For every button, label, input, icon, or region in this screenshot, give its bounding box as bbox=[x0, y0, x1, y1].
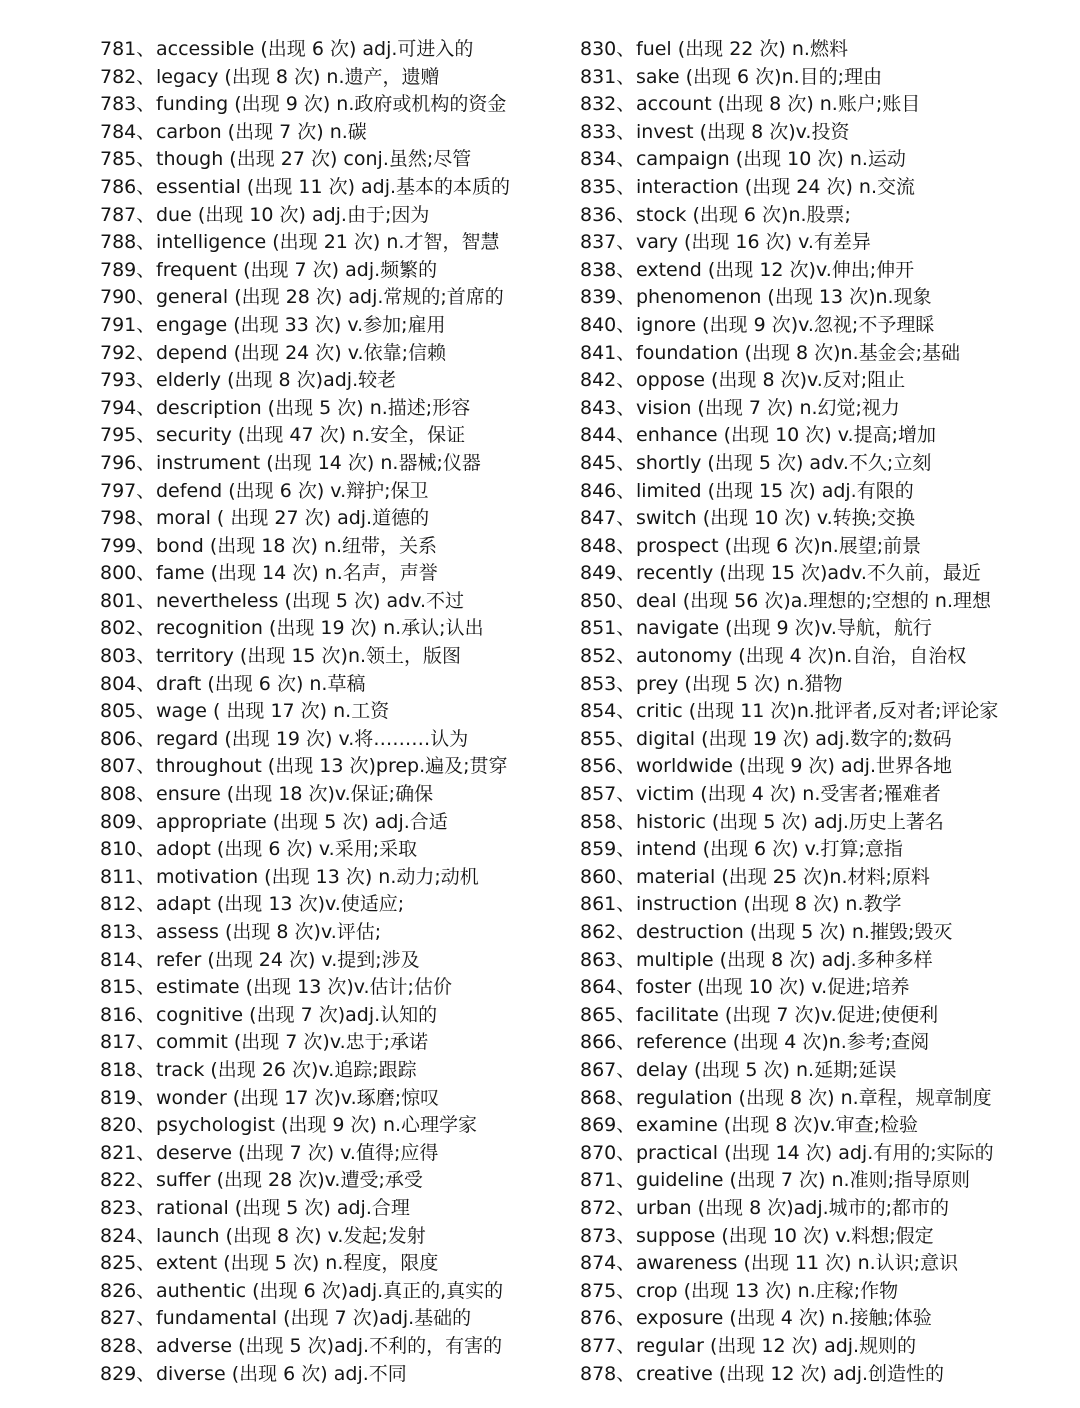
vocab-entry bbox=[580, 615, 1060, 643]
vocab-entry bbox=[580, 174, 1060, 202]
vocab-entry bbox=[580, 643, 1060, 671]
vocab-entry bbox=[100, 1112, 570, 1140]
vocab-entry bbox=[100, 533, 570, 561]
entry-text: intelligence (出现 21 次) n.才智，智慧 bbox=[156, 231, 500, 254]
vocab-entry bbox=[100, 1278, 570, 1306]
entry-text: prospect (出现 6 次)n.展望;前景 bbox=[636, 534, 922, 557]
entry-text: adopt (出现 6 次) v.采用;采取 bbox=[156, 838, 418, 861]
vocab-entry bbox=[580, 1223, 1060, 1251]
entry-number: 857、 bbox=[580, 783, 636, 806]
entry-number: 820、 bbox=[100, 1114, 156, 1137]
entry-text: worldwide (出现 9 次) adj.世界各地 bbox=[636, 755, 952, 778]
entry-number: 793、 bbox=[100, 369, 156, 392]
vocab-entry bbox=[100, 919, 570, 947]
entry-number: 803、 bbox=[100, 645, 156, 668]
vocab-entry bbox=[580, 726, 1060, 754]
entry-text: extent (出现 5 次) n.程度，限度 bbox=[156, 1252, 439, 1275]
vocab-entry bbox=[580, 588, 1060, 616]
entry-number: 869、 bbox=[580, 1114, 636, 1137]
entry-text: reference (出现 4 次)n.参考;查阅 bbox=[636, 1031, 930, 1054]
entry-text: fuel (出现 22 次) n.燃料 bbox=[636, 38, 848, 60]
entry-text: suppose (出现 10 次) v.料想;假定 bbox=[636, 1224, 934, 1247]
entry-text: security (出现 47 次) n.安全，保证 bbox=[156, 424, 466, 447]
entry-text: regard (出现 19 次) v.将………认为 bbox=[156, 727, 469, 750]
entry-number: 821、 bbox=[100, 1141, 156, 1164]
entry-number: 832、 bbox=[580, 93, 636, 116]
entry-number: 828、 bbox=[100, 1334, 156, 1357]
vocab-entry bbox=[580, 1195, 1060, 1223]
entry-text: campaign (出现 10 次) n.运动 bbox=[636, 148, 906, 171]
vocab-entry bbox=[100, 119, 570, 147]
entry-text: navigate (出现 9 次)v.导航，航行 bbox=[636, 617, 932, 640]
vocab-entry bbox=[100, 809, 570, 837]
vocab-entry bbox=[100, 91, 570, 119]
vocab-entry bbox=[580, 284, 1060, 312]
entry-text: deal (出现 56 次)a.理想的;空想的 n.理想 bbox=[636, 589, 991, 612]
entry-number: 819、 bbox=[100, 1086, 156, 1109]
entry-text: phenomenon (出现 13 次)n.现象 bbox=[636, 286, 932, 309]
entry-number: 838、 bbox=[580, 258, 636, 281]
vocab-entry bbox=[100, 229, 570, 257]
entry-number: 874、 bbox=[580, 1252, 636, 1275]
vocab-entry bbox=[100, 974, 570, 1002]
entry-text: material (出现 25 次)n.材料;原料 bbox=[636, 865, 930, 888]
vocab-entry bbox=[100, 367, 570, 395]
entry-number: 781、 bbox=[100, 38, 156, 60]
vocab-entry bbox=[580, 1002, 1060, 1030]
entry-number: 836、 bbox=[580, 203, 636, 226]
entry-text: description (出现 5 次) n.描述;形容 bbox=[156, 396, 471, 419]
vocab-entry bbox=[100, 671, 570, 699]
entry-number: 831、 bbox=[580, 65, 636, 88]
vocab-entry bbox=[580, 947, 1060, 975]
entry-number: 813、 bbox=[100, 921, 156, 943]
entry-text: due (出现 10 次) adj.由于;因为 bbox=[156, 203, 430, 226]
vocab-entry bbox=[100, 146, 570, 174]
vocab-entry bbox=[100, 174, 570, 202]
vocab-entry bbox=[100, 836, 570, 864]
entry-text: stock (出现 6 次)n.股票; bbox=[636, 203, 851, 226]
entry-number: 782、 bbox=[100, 65, 156, 88]
entry-text: cognitive (出现 7 次)adj.认知的 bbox=[156, 1003, 438, 1026]
entry-number: 829、 bbox=[100, 1362, 156, 1385]
entry-number: 849、 bbox=[580, 562, 636, 585]
vocab-entry bbox=[100, 478, 570, 506]
entry-text: ignore (出现 9 次)v.忽视;不予理睬 bbox=[636, 313, 935, 336]
entry-text: motivation (出现 13 次) n.动力;动机 bbox=[156, 865, 479, 888]
entry-number: 811、 bbox=[100, 865, 156, 888]
entry-text: rational (出现 5 次) adj.合理 bbox=[156, 1196, 410, 1219]
entry-text: launch (出现 8 次) v.发起;发射 bbox=[156, 1224, 426, 1247]
vocab-entry bbox=[100, 753, 570, 781]
entry-number: 810、 bbox=[100, 838, 156, 861]
vocab-entry bbox=[580, 1057, 1060, 1085]
vocab-entry bbox=[580, 312, 1060, 340]
entry-number: 861、 bbox=[580, 893, 636, 916]
vocab-entry bbox=[100, 1223, 570, 1251]
vocab-entry bbox=[580, 478, 1060, 506]
entry-text: throughout (出现 13 次)prep.遍及;贯穿 bbox=[156, 755, 508, 778]
entry-text: examine (出现 8 次)v.审查;检验 bbox=[636, 1114, 919, 1137]
entry-number: 825、 bbox=[100, 1252, 156, 1275]
vocab-entry bbox=[580, 1278, 1060, 1306]
vocab-entry bbox=[100, 422, 570, 450]
vocab-entry bbox=[580, 919, 1060, 947]
entry-number: 834、 bbox=[580, 148, 636, 171]
entry-text: adverse (出现 5 次)adj.不利的，有害的 bbox=[156, 1334, 503, 1357]
entry-text: foster (出现 10 次) v.促进;培养 bbox=[636, 976, 910, 999]
vocab-entry bbox=[580, 119, 1060, 147]
entry-number: 848、 bbox=[580, 534, 636, 557]
entry-number: 847、 bbox=[580, 507, 636, 530]
entry-number: 789、 bbox=[100, 258, 156, 281]
entry-text: exposure (出现 4 次) n.接触;体验 bbox=[636, 1307, 932, 1330]
vocab-entry bbox=[580, 836, 1060, 864]
entry-text: victim (出现 4 次) n.受害者;罹难者 bbox=[636, 783, 941, 806]
entry-number: 795、 bbox=[100, 424, 156, 447]
entry-number: 873、 bbox=[580, 1224, 636, 1247]
entry-text: vision (出现 7 次) n.幻觉;视力 bbox=[636, 396, 900, 419]
entry-number: 871、 bbox=[580, 1169, 636, 1192]
vocab-entry bbox=[580, 146, 1060, 174]
vocab-entry bbox=[580, 1333, 1060, 1361]
entry-text: vary (出现 16 次) v.有差异 bbox=[636, 231, 871, 254]
entry-number: 866、 bbox=[580, 1031, 636, 1054]
entry-text: recently (出现 15 次)adv.不久前，最近 bbox=[636, 562, 981, 585]
vocab-entry bbox=[580, 1085, 1060, 1113]
entry-number: 792、 bbox=[100, 341, 156, 364]
entry-text: fame (出现 14 次) n.名声，声誉 bbox=[156, 562, 438, 585]
entry-text: accessible (出现 6 次) adj.可进入的 bbox=[156, 38, 474, 60]
entry-number: 794、 bbox=[100, 396, 156, 419]
entry-text: psychologist (出现 9 次) n.心理学家 bbox=[156, 1114, 478, 1137]
vocab-entry bbox=[100, 698, 570, 726]
entry-text: prey (出现 5 次) n.猎物 bbox=[636, 672, 843, 695]
entry-text: digital (出现 19 次) adj.数字的;数码 bbox=[636, 727, 952, 750]
entry-number: 806、 bbox=[100, 727, 156, 750]
vocab-entry bbox=[580, 1305, 1060, 1333]
entry-number: 790、 bbox=[100, 286, 156, 309]
entry-number: 853、 bbox=[580, 672, 636, 695]
vocab-entry bbox=[580, 698, 1060, 726]
vocab-entry bbox=[100, 615, 570, 643]
entry-number: 856、 bbox=[580, 755, 636, 778]
entry-number: 784、 bbox=[100, 120, 156, 143]
entry-number: 823、 bbox=[100, 1196, 156, 1219]
entry-text: regular (出现 12 次) adj.规则的 bbox=[636, 1334, 917, 1357]
entry-number: 878、 bbox=[580, 1362, 636, 1385]
entry-text: ensure (出现 18 次)v.保证;确保 bbox=[156, 783, 434, 806]
vocab-entry bbox=[100, 1057, 570, 1085]
entry-text: critic (出现 11 次)n.批评者,反对者;评论家 bbox=[636, 700, 999, 723]
entry-number: 868、 bbox=[580, 1086, 636, 1109]
vocab-entry bbox=[580, 1112, 1060, 1140]
entry-text: draft (出现 6 次) n.草稿 bbox=[156, 672, 366, 695]
entry-number: 791、 bbox=[100, 313, 156, 336]
entry-text: oppose (出现 8 次)v.反对;阻止 bbox=[636, 369, 906, 392]
vocab-entry bbox=[580, 450, 1060, 478]
entry-text: funding (出现 9 次) n.政府或机构的资金 bbox=[156, 93, 507, 116]
entry-number: 800、 bbox=[100, 562, 156, 585]
vocab-entry bbox=[580, 340, 1060, 368]
entry-text: legacy (出现 8 次) n.遗产，遗赠 bbox=[156, 65, 440, 88]
entry-text: recognition (出现 19 次) n.承认;认出 bbox=[156, 617, 484, 640]
entry-text: fundamental (出现 7 次)adj.基础的 bbox=[156, 1307, 472, 1330]
entry-number: 862、 bbox=[580, 921, 636, 943]
entry-number: 859、 bbox=[580, 838, 636, 861]
vocab-entry bbox=[580, 422, 1060, 450]
entry-text: wonder (出现 17 次)v.琢磨;惊叹 bbox=[156, 1086, 440, 1109]
entry-text: urban (出现 8 次)adj.城市的;都市的 bbox=[636, 1196, 950, 1219]
entry-text: enhance (出现 10 次) v.提高;增加 bbox=[636, 424, 936, 447]
vocab-entry bbox=[580, 671, 1060, 699]
entry-number: 870、 bbox=[580, 1141, 636, 1164]
entry-text: track (出现 26 次)v.追踪;跟踪 bbox=[156, 1058, 417, 1081]
entry-text: historic (出现 5 次) adj.历史上著名 bbox=[636, 810, 944, 833]
entry-number: 876、 bbox=[580, 1307, 636, 1330]
vocab-entry bbox=[100, 781, 570, 809]
vocab-entry bbox=[580, 974, 1060, 1002]
entry-number: 807、 bbox=[100, 755, 156, 778]
entry-text: carbon (出现 7 次) n.碳 bbox=[156, 120, 367, 143]
entry-text: though (出现 27 次) conj.虽然;尽管 bbox=[156, 148, 472, 171]
vocab-entry bbox=[580, 36, 1060, 64]
entry-number: 839、 bbox=[580, 286, 636, 309]
vocab-entry bbox=[100, 257, 570, 285]
entry-number: 816、 bbox=[100, 1003, 156, 1026]
entry-text: awareness (出现 11 次) n.认识;意识 bbox=[636, 1252, 959, 1275]
vocab-entry bbox=[100, 588, 570, 616]
entry-text: practical (出现 14 次) adj.有用的;实际的 bbox=[636, 1141, 994, 1164]
vocab-entry bbox=[100, 340, 570, 368]
entry-text: appropriate (出现 5 次) adj.合适 bbox=[156, 810, 448, 833]
vocab-entry bbox=[100, 202, 570, 230]
entry-number: 837、 bbox=[580, 231, 636, 254]
entry-number: 845、 bbox=[580, 451, 636, 474]
vocab-entry bbox=[100, 864, 570, 892]
entry-number: 785、 bbox=[100, 148, 156, 171]
entry-text: interaction (出现 24 次) n.交流 bbox=[636, 175, 915, 198]
vocab-entry bbox=[100, 1140, 570, 1168]
entry-text: guideline (出现 7 次) n.准则;指导原则 bbox=[636, 1169, 970, 1192]
entry-number: 812、 bbox=[100, 893, 156, 916]
entry-number: 864、 bbox=[580, 976, 636, 999]
entry-text: delay (出现 5 次) n.延期;延误 bbox=[636, 1058, 897, 1081]
vocab-entry bbox=[100, 1167, 570, 1195]
vocab-entry bbox=[580, 367, 1060, 395]
vocab-entry bbox=[100, 947, 570, 975]
vocab-entry bbox=[580, 1250, 1060, 1278]
entry-number: 824、 bbox=[100, 1224, 156, 1247]
vocab-entry bbox=[580, 91, 1060, 119]
entry-text: instrument (出现 14 次) n.器械;仪器 bbox=[156, 451, 481, 474]
entry-number: 860、 bbox=[580, 865, 636, 888]
entry-number: 827、 bbox=[100, 1307, 156, 1330]
vocab-entry bbox=[580, 533, 1060, 561]
vocab-entry bbox=[580, 1361, 1060, 1389]
entry-number: 801、 bbox=[100, 589, 156, 612]
vocab-entry bbox=[580, 229, 1060, 257]
entry-number: 799、 bbox=[100, 534, 156, 557]
entry-text: elderly (出现 8 次)adj.较老 bbox=[156, 369, 397, 392]
entry-number: 846、 bbox=[580, 479, 636, 502]
entry-number: 867、 bbox=[580, 1058, 636, 1081]
entry-text: wage ( 出现 17 次) n.工资 bbox=[156, 700, 390, 723]
vocab-entry bbox=[580, 781, 1060, 809]
entry-text: creative (出现 12 次) adj.创造性的 bbox=[636, 1362, 945, 1385]
entry-text: crop (出现 13 次) n.庄稼;作物 bbox=[636, 1279, 899, 1302]
entry-text: frequent (出现 7 次) adj.频繁的 bbox=[156, 258, 438, 281]
entry-text: moral ( 出现 27 次) adj.道德的 bbox=[156, 507, 430, 530]
entry-text: deserve (出现 7 次) v.值得;应得 bbox=[156, 1141, 439, 1164]
entry-number: 851、 bbox=[580, 617, 636, 640]
vocab-entry bbox=[100, 1002, 570, 1030]
vocab-entry bbox=[580, 202, 1060, 230]
vocab-entry bbox=[100, 1029, 570, 1057]
vocab-entry bbox=[100, 1305, 570, 1333]
vocab-entry bbox=[100, 1250, 570, 1278]
entry-number: 843、 bbox=[580, 396, 636, 419]
vocab-entry bbox=[580, 753, 1060, 781]
entry-text: shortly (出现 5 次) adv.不久;立刻 bbox=[636, 451, 932, 474]
entry-text: multiple (出现 8 次) adj.多种多样 bbox=[636, 948, 933, 971]
entry-number: 815、 bbox=[100, 976, 156, 999]
vocab-entry bbox=[580, 257, 1060, 285]
entry-number: 817、 bbox=[100, 1031, 156, 1054]
vocab-entry bbox=[100, 891, 570, 919]
vocab-entry bbox=[100, 450, 570, 478]
entry-number: 802、 bbox=[100, 617, 156, 640]
entry-text: nevertheless (出现 5 次) adv.不过 bbox=[156, 589, 465, 612]
entry-number: 875、 bbox=[580, 1279, 636, 1302]
entry-number: 818、 bbox=[100, 1058, 156, 1081]
entry-number: 798、 bbox=[100, 507, 156, 530]
entry-text: engage (出现 33 次) v.参加;雇用 bbox=[156, 313, 446, 336]
vocab-entry bbox=[100, 643, 570, 671]
vocab-entry bbox=[580, 560, 1060, 588]
vocab-entry bbox=[100, 560, 570, 588]
entry-text: switch (出现 10 次) v.转换;交换 bbox=[636, 507, 916, 530]
entry-number: 844、 bbox=[580, 424, 636, 447]
right-column bbox=[580, 36, 1060, 1388]
vocab-entry bbox=[580, 505, 1060, 533]
entry-number: 852、 bbox=[580, 645, 636, 668]
entry-text: assess (出现 8 次)v.评估; bbox=[156, 921, 382, 943]
entry-number: 850、 bbox=[580, 589, 636, 612]
entry-number: 840、 bbox=[580, 313, 636, 336]
entry-text: commit (出现 7 次)v.忠于;承诺 bbox=[156, 1031, 429, 1054]
vocab-entry bbox=[100, 1195, 570, 1223]
entry-number: 804、 bbox=[100, 672, 156, 695]
entry-text: regulation (出现 8 次) n.章程，规章制度 bbox=[636, 1086, 992, 1109]
entry-text: instruction (出现 8 次) n.教学 bbox=[636, 893, 902, 916]
vocab-entry bbox=[580, 891, 1060, 919]
entry-text: autonomy (出现 4 次)n.自治，自治权 bbox=[636, 645, 967, 668]
vocab-entry bbox=[580, 64, 1060, 92]
vocab-entry bbox=[100, 1361, 570, 1389]
entry-number: 822、 bbox=[100, 1169, 156, 1192]
entry-text: bond (出现 18 次) n.纽带，关系 bbox=[156, 534, 438, 557]
entry-text: extend (出现 12 次)v.伸出;伸开 bbox=[636, 258, 915, 281]
entry-text: limited (出现 15 次) adj.有限的 bbox=[636, 479, 914, 502]
entry-number: 865、 bbox=[580, 1003, 636, 1026]
entry-text: account (出现 8 次) n.账户;账目 bbox=[636, 93, 921, 116]
entry-number: 788、 bbox=[100, 231, 156, 254]
entry-text: territory (出现 15 次)n.领土，版图 bbox=[156, 645, 462, 668]
entry-text: foundation (出现 8 次)n.基金会;基础 bbox=[636, 341, 961, 364]
entry-number: 854、 bbox=[580, 700, 636, 723]
entry-number: 830、 bbox=[580, 38, 636, 60]
entry-text: suffer (出现 28 次)v.遭受;承受 bbox=[156, 1169, 423, 1192]
vocab-entry bbox=[580, 1167, 1060, 1195]
vocab-entry bbox=[100, 726, 570, 754]
entry-text: estimate (出现 13 次)v.估计;估价 bbox=[156, 976, 452, 999]
left-column bbox=[100, 36, 570, 1388]
entry-number: 786、 bbox=[100, 175, 156, 198]
vocab-entry bbox=[100, 312, 570, 340]
entry-number: 797、 bbox=[100, 479, 156, 502]
entry-text: facilitate (出现 7 次)v.促进;使便利 bbox=[636, 1003, 939, 1026]
entry-number: 814、 bbox=[100, 948, 156, 971]
entry-text: authentic (出现 6 次)adj.真正的,真实的 bbox=[156, 1279, 504, 1302]
entry-text: sake (出现 6 次)n.目的;理由 bbox=[636, 65, 883, 88]
vocab-entry bbox=[580, 395, 1060, 423]
entry-number: 805、 bbox=[100, 700, 156, 723]
entry-number: 835、 bbox=[580, 175, 636, 198]
entry-number: 809、 bbox=[100, 810, 156, 833]
vocab-entry bbox=[100, 395, 570, 423]
entry-text: diverse (出现 6 次) adj.不同 bbox=[156, 1362, 407, 1385]
entry-text: essential (出现 11 次) adj.基本的本质的 bbox=[156, 175, 511, 198]
entry-text: destruction (出现 5 次) n.摧毁;毁灭 bbox=[636, 921, 953, 943]
entry-number: 855、 bbox=[580, 727, 636, 750]
vocab-entry bbox=[100, 36, 570, 64]
entry-number: 858、 bbox=[580, 810, 636, 833]
vocab-entry bbox=[100, 64, 570, 92]
vocab-entry bbox=[100, 1085, 570, 1113]
vocab-entry bbox=[100, 505, 570, 533]
entry-text: invest (出现 8 次)v.投资 bbox=[636, 120, 850, 143]
entry-number: 783、 bbox=[100, 93, 156, 116]
entry-number: 808、 bbox=[100, 783, 156, 806]
entry-text: refer (出现 24 次) v.提到;涉及 bbox=[156, 948, 420, 971]
vocab-entry bbox=[580, 1140, 1060, 1168]
entry-number: 877、 bbox=[580, 1334, 636, 1357]
entry-text: depend (出现 24 次) v.依靠;信赖 bbox=[156, 341, 446, 364]
vocab-entry bbox=[580, 864, 1060, 892]
entry-text: general (出现 28 次) adj.常规的;首席的 bbox=[156, 286, 504, 309]
entry-text: adapt (出现 13 次)v.使适应; bbox=[156, 893, 405, 916]
entry-text: defend (出现 6 次) v.辩护;保卫 bbox=[156, 479, 429, 502]
entry-number: 826、 bbox=[100, 1279, 156, 1302]
entry-number: 787、 bbox=[100, 203, 156, 226]
vocab-entry bbox=[580, 809, 1060, 837]
vocab-entry bbox=[100, 1333, 570, 1361]
entry-number: 842、 bbox=[580, 369, 636, 392]
entry-number: 872、 bbox=[580, 1196, 636, 1219]
entry-number: 863、 bbox=[580, 948, 636, 971]
entry-number: 841、 bbox=[580, 341, 636, 364]
entry-text: intend (出现 6 次) v.打算;意指 bbox=[636, 838, 903, 861]
vocab-entry bbox=[580, 1029, 1060, 1057]
entry-number: 796、 bbox=[100, 451, 156, 474]
entry-number: 833、 bbox=[580, 120, 636, 143]
vocab-entry bbox=[100, 284, 570, 312]
